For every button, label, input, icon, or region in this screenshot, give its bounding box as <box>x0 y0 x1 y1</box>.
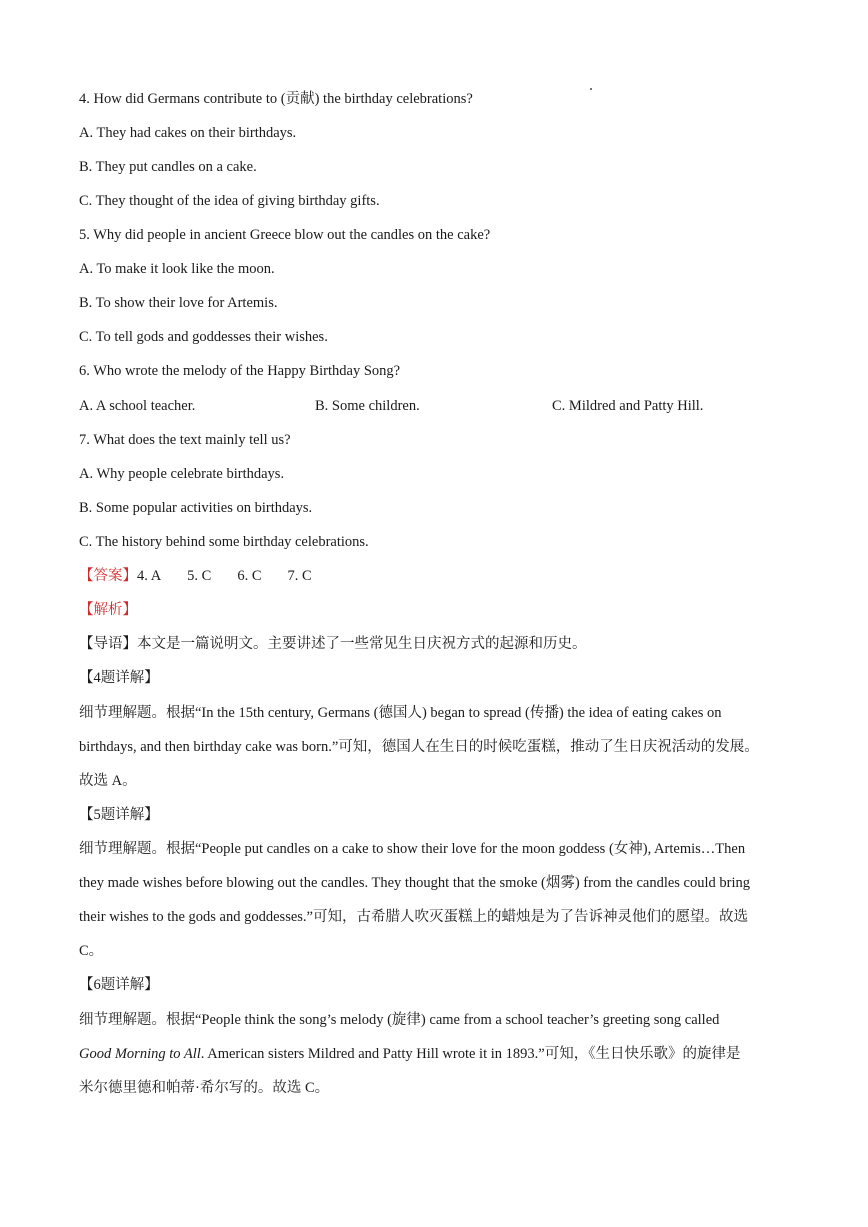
q4-explanation-line: birthdays, and then birthday cake was born.”可知，德国人在生日的时候吃蛋糕，推动了生日庆祝活动的发展。 <box>79 739 759 755</box>
q5-explanation-line: their wishes to the gods and goddesses.”可知，古希腊人吹灭蛋糕上的蜡烛是为了告诉神灵他们的愿望。故选 <box>79 909 748 925</box>
question-7-option-b: B. Some popular activities on birthdays. <box>79 500 313 516</box>
question-4-option-c: C. They thought of the idea of giving birthday gifts. <box>79 193 380 209</box>
answer-item: 4. A <box>137 568 162 584</box>
answer-tag: 【答案】 <box>79 568 137 584</box>
question-6-stem: 6. Who wrote the melody of the Happy Birthday Song? <box>79 363 401 379</box>
q6-explanation-line <box>79 1045 740 1063</box>
answer-line <box>79 567 338 585</box>
q4-explanation-heading: 【4题详解】 <box>79 670 159 686</box>
question-4-stem: 4. How did Germans contribute to (贡献) the birthday celebrations? <box>79 91 473 107</box>
q6-explanation-heading: 【6题详解】 <box>79 977 159 993</box>
q6-explanation-text: . American sisters Mildred and Patty Hill wrote it in 1893.”可知，《生日快乐歌》的旋律是 <box>200 1046 741 1062</box>
question-5-option-b: B. To show their love for Artemis. <box>79 295 278 311</box>
stray-mark <box>590 88 592 90</box>
q4-explanation-line: 细节理解题。根据“In the 15th century, Germans (德国人) began to spread (传播) the idea of eating cakes on <box>79 705 722 721</box>
q4-explanation-line: 故选 A。 <box>79 773 137 789</box>
answer-item: 5. C <box>187 568 212 584</box>
question-6-option-c: C. Mildred and Patty Hill. <box>552 398 704 414</box>
question-5-stem: 5. Why did people in ancient Greece blow out the candles on the cake? <box>79 227 491 243</box>
q5-explanation-line: they made wishes before blowing out the candles. They thought that the smoke (烟雾) from the candles could bring <box>79 875 751 891</box>
analysis-tag: 【解析】 <box>79 602 137 618</box>
q6-explanation-line: 米尔德里德和帕蒂·希尔写的。故选 C。 <box>79 1080 330 1096</box>
answer-item: 7. C <box>287 568 312 584</box>
question-4-option-b: B. They put candles on a cake. <box>79 159 257 175</box>
q6-explanation-line: 细节理解题。根据“People think the song’s melody (旋律) came from a school teacher’s greeting song called <box>79 1012 720 1028</box>
analysis-intro: 【导语】本文是一篇说明文。主要讲述了一些常见生日庆祝方式的起源和历史。 <box>79 636 587 652</box>
question-4-option-a: A. They had cakes on their birthdays. <box>79 125 297 141</box>
song-title: Good Morning to All <box>79 1046 201 1062</box>
q5-explanation-line: 细节理解题。根据“People put candles on a cake to show their love for the moon goddess (女神), Artemis…Then <box>79 841 746 857</box>
question-7-stem: 7. What does the text mainly tell us? <box>79 432 291 448</box>
question-5-option-c: C. To tell gods and goddesses their wishes. <box>79 329 328 345</box>
question-6-option-a: A. A school teacher. <box>79 398 196 414</box>
question-7-option-a: A. Why people celebrate birthdays. <box>79 466 285 482</box>
answer-item: 6. C <box>237 568 262 584</box>
question-5-option-a: A. To make it look like the moon. <box>79 261 275 277</box>
question-6-option-b: B. Some children. <box>315 398 420 414</box>
q5-explanation-line: C。 <box>79 943 104 959</box>
question-7-option-c: C. The history behind some birthday celebrations. <box>79 534 369 550</box>
q5-explanation-heading: 【5题详解】 <box>79 807 159 823</box>
